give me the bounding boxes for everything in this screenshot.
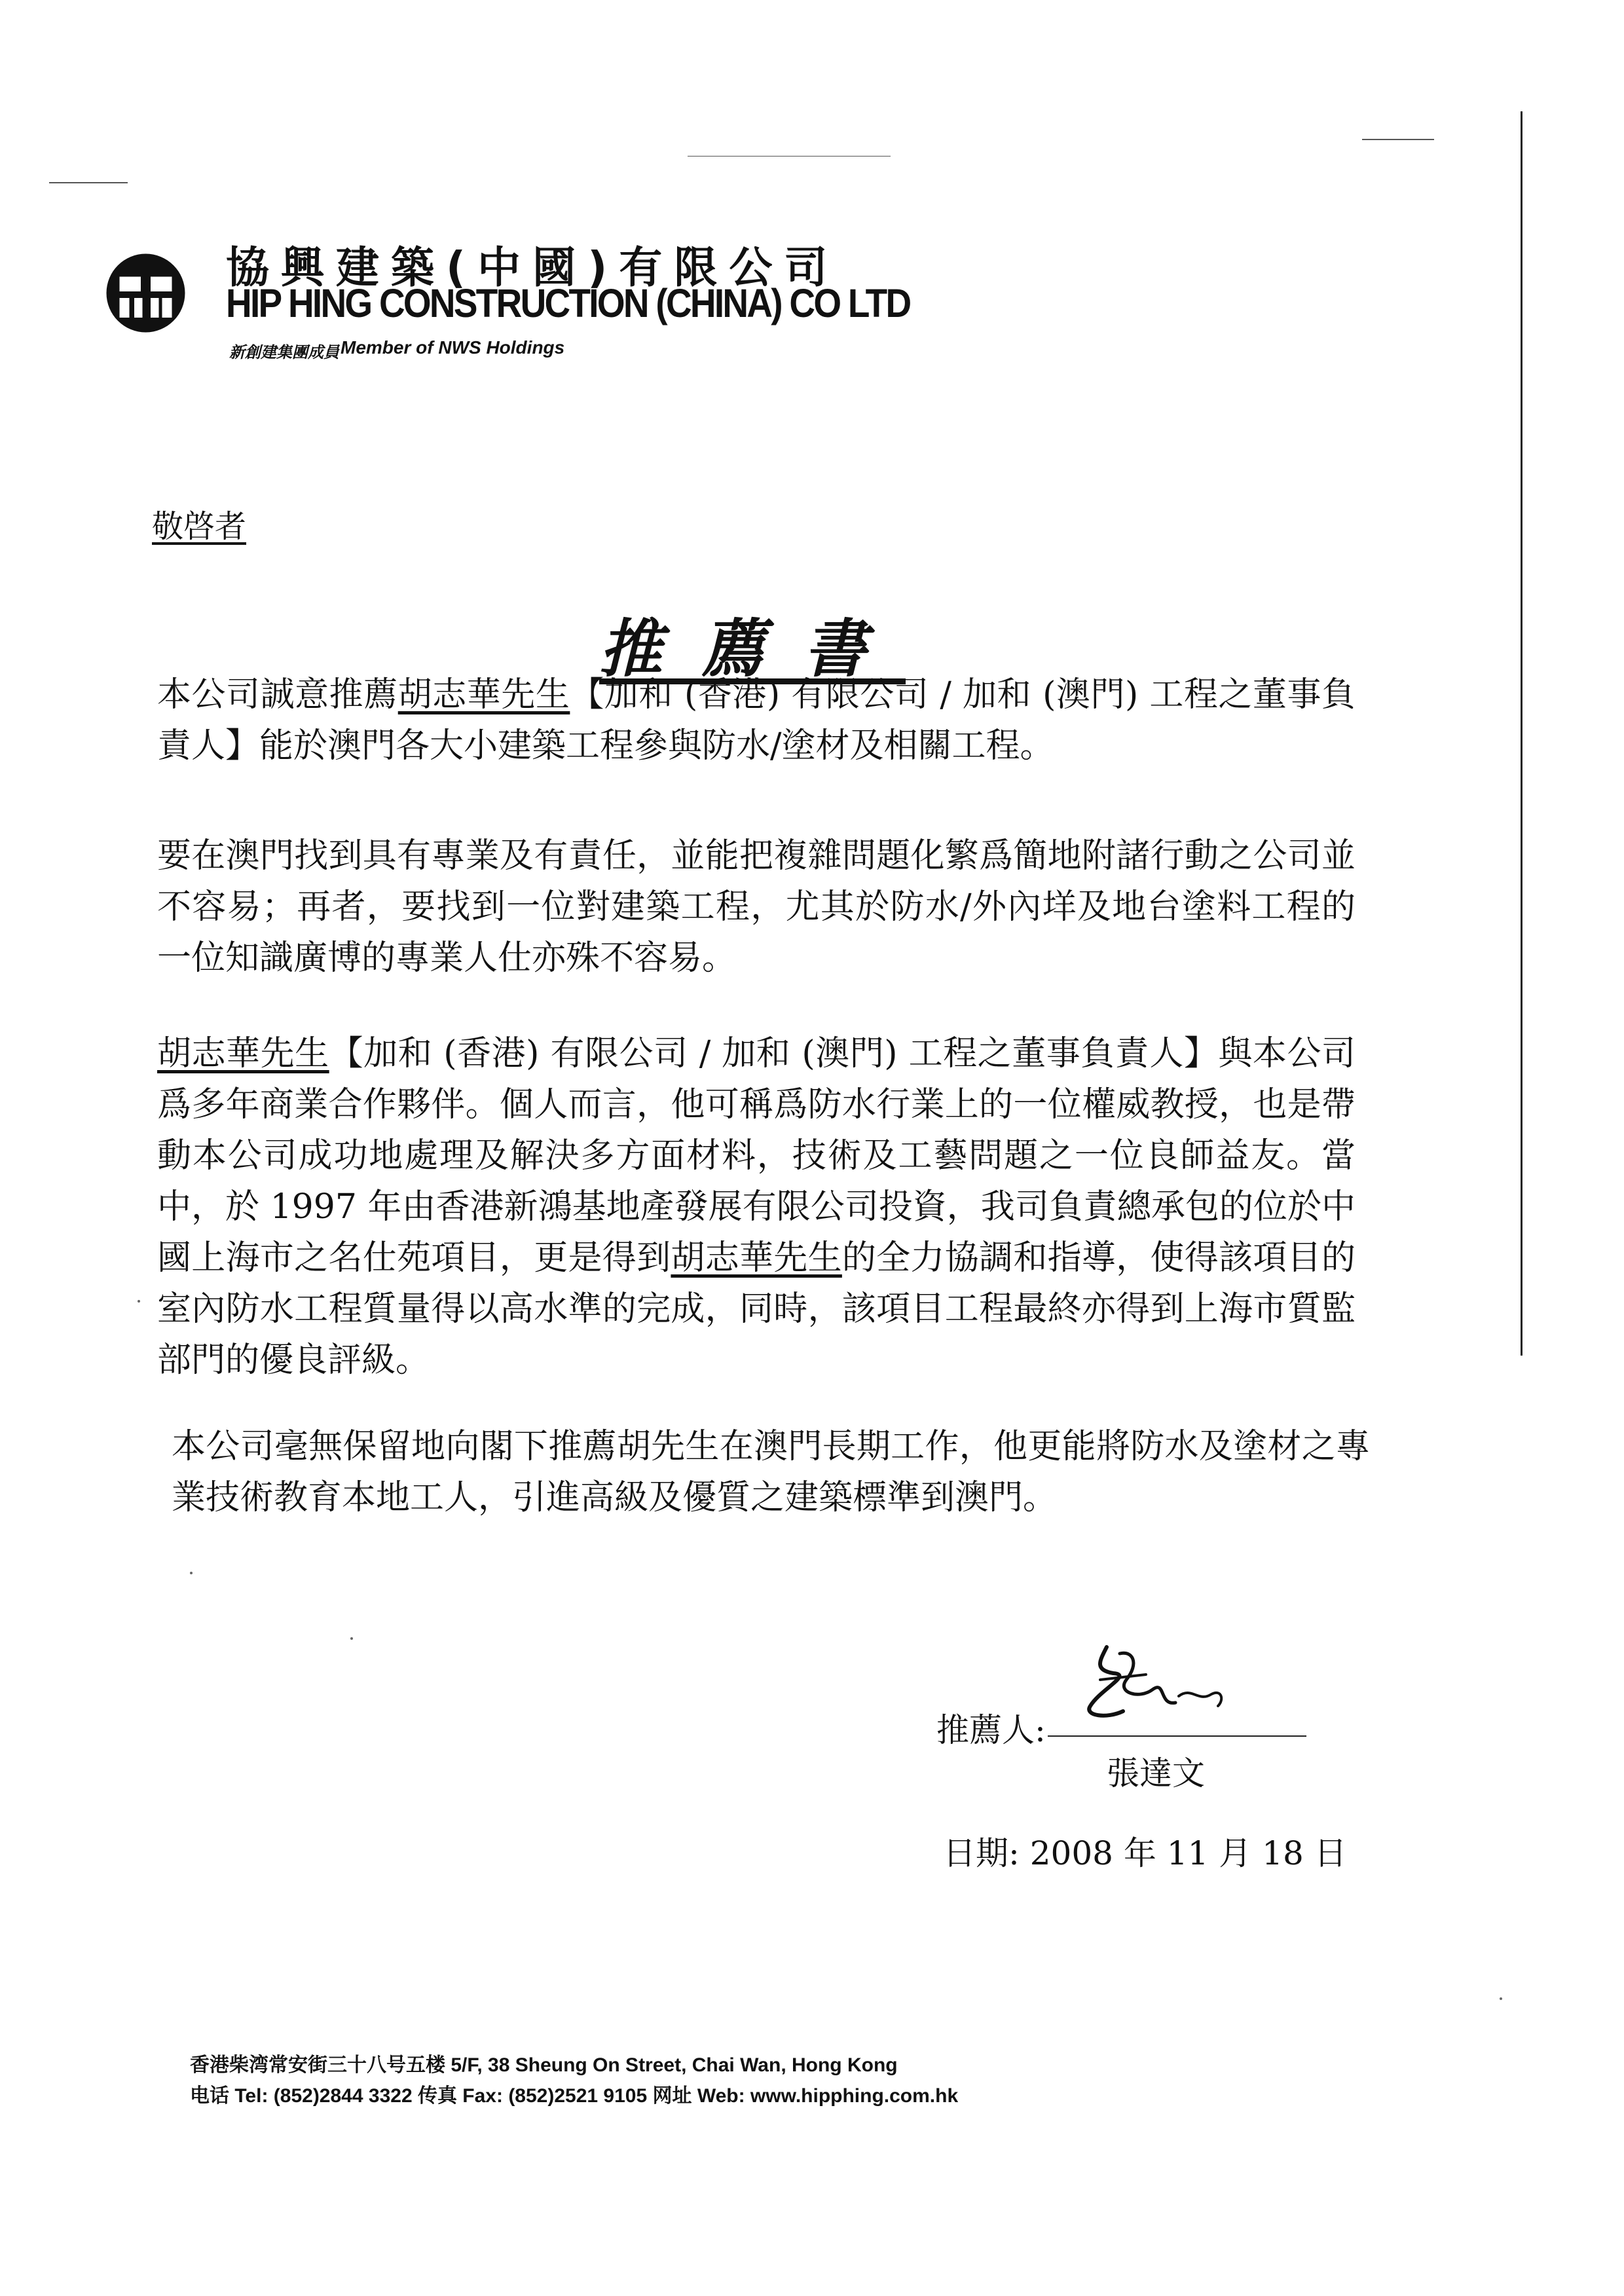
scan-edge-line	[1521, 111, 1522, 1356]
letter-title: 推薦書	[599, 612, 906, 686]
member-of-english: Member of NWS Holdings	[341, 337, 565, 358]
scan-speck	[1500, 1997, 1502, 2000]
recommender-name: 張達文	[1107, 1754, 1205, 1792]
paragraph-3-body-a: 【加和 (香港) 有限公司 / 加和 (澳門) 工程之董事負責人】與本公司爲多年商業合作夥伴。個人而言，他可稱爲防水行業上的一位權威教授，也是帶動本公司成功地處理及解決多方面材料，技術及工藝問題之一位良師益友。當中，於 1997 年由香港新鴻基地產發展有限公司投資，我司負責總承包的位於中國上海市之名仕苑項目，更是得到	[157, 1034, 1356, 1278]
footer-contact: 电话 Tel: (852)2844 3322 传真 Fax: (852)2521 9105 网址 Web: www.hipphing.com.hk	[190, 2085, 959, 2107]
scan-speck	[190, 1572, 193, 1574]
scan-artifact-line	[49, 182, 128, 183]
salutation: 敬啓者	[152, 508, 247, 545]
paragraph-1-intro: 本公司誠意推薦	[157, 675, 398, 714]
handwritten-signature	[1061, 1634, 1251, 1745]
recommended-person-name: 胡志華先生	[397, 675, 570, 714]
scan-speck	[350, 1637, 353, 1640]
hip-hing-logo-icon	[105, 252, 187, 334]
scan-artifact-line	[1362, 139, 1434, 140]
scan-speck	[138, 1300, 140, 1303]
letter-date: 日期: 2008 年 11 月 18 日	[943, 1834, 1347, 1872]
recommender-label: 推薦人:	[936, 1711, 1046, 1749]
member-of-chinese: 新創建集團成員	[229, 343, 339, 361]
recommended-person-name: 胡志華先生	[671, 1238, 842, 1278]
company-name-english: HIP HING CONSTRUCTION (CHINA) CO LTD	[226, 281, 910, 325]
company-name-chinese: 協興建築(中國)有限公司	[226, 242, 840, 293]
paragraph-1	[157, 669, 1356, 771]
paragraph-2: 要在澳門找到具有專業及有責任，並能把複雜問題化繁爲簡地附諸行動之公司並不容易；再者，要找到一位對建築工程，尤其於防水/外內垟及地台塗料工程的一位知識廣博的專業人仕亦殊不容易。	[157, 836, 1356, 978]
recommended-person-name: 胡志華先生	[157, 1034, 329, 1073]
paragraph-1-body: 【加和 (香港) 有限公司 / 加和 (澳門) 工程之董事負責人】能於澳門各大小建築工程參與防水/塗材及相關工程。	[157, 675, 1356, 766]
paragraph-3-body-b: 的全力協調和指導，使得該項目的室內防水工程質量得以高水準的完成，同時，該項目工程最終亦得到上海市質監部門的優良評級。	[157, 1238, 1356, 1380]
scan-artifact-line	[688, 156, 891, 157]
footer-address: 香港柴湾常安街三十八号五楼 5/F, 38 Sheung On Street, Chai Wan, Hong Kong	[190, 2054, 898, 2076]
paragraph-4: 本公司毫無保留地向閣下推薦胡先生在澳門長期工作，他更能將防水及塗材之專業技術教育本地工人，引進高級及優質之建築標準到澳門。	[172, 1427, 1370, 1517]
paragraph-3	[157, 1028, 1356, 1386]
signature-line	[1048, 1735, 1306, 1737]
